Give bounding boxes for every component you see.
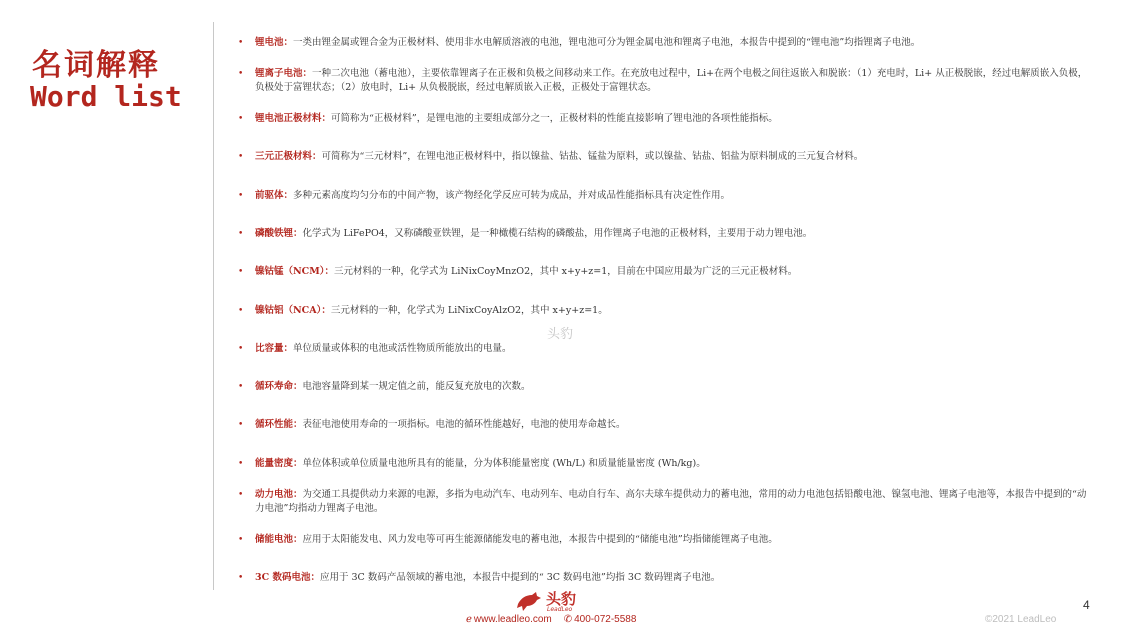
page-title-en: Word list <box>30 80 182 113</box>
bullet-icon: • <box>238 382 244 392</box>
vertical-divider <box>213 22 214 590</box>
website-link[interactable]: www.leadleo.com <box>473 614 552 625</box>
copyright: ©2021 LeadLeo <box>985 614 1057 625</box>
term-name: 前驱体： <box>255 190 294 201</box>
term-definition: 为交通工具提供动力来源的电源，多指为电动汽车、电动列车、电动自行车、高尔夫球车提供动力的蓄电池，常用的动力电池包括铅酸电池、镍氢电池、锂离子电池等，本报告中提到的“动力电池”均指动力锂离子电池。 <box>255 489 1087 514</box>
footer-contacts <box>466 614 636 625</box>
term-name: 镍钴锰（NCM）： <box>255 266 335 277</box>
term-definition: 可简称为“三元材料”，在锂电池正极材料中，指以镍盐、钴盐、锰盐为原料，或以镍盐、钴盐、铝盐为原料制成的三元复合材料。 <box>321 151 864 162</box>
term-definition: 一类由锂金属或锂合金为正极材料、使用非水电解质溶液的电池，锂电池可分为锂金属电池和锂离子电池，本报告中提到的“锂电池”均指锂离子电池。 <box>293 37 921 48</box>
term-item <box>238 457 1088 471</box>
term-definition: 三元材料的一种，化学式为 LiNixCoyMnzO2，其中 x+y+z=1，目前在中国应用最为广泛的三元正极材料。 <box>334 266 798 277</box>
term-name: 三元正极材料： <box>255 151 322 162</box>
term-item <box>238 189 1088 203</box>
bullet-icon: • <box>238 69 244 79</box>
term-name: 磷酸铁锂： <box>255 228 303 239</box>
bullet-icon: • <box>238 490 244 500</box>
bullet-icon: • <box>238 535 244 545</box>
term-definition: 单位体积或单位质量电池所具有的能量，分为体积能量密度 (Wh/L) 和质量能量密度 (Wh/kg)。 <box>302 458 706 469</box>
term-definition: 多种元素高度均匀分布的中间产物，该产物经化学反应可转为成品，并对成品性能指标具有决定性作用。 <box>293 190 731 201</box>
term-name: 储能电池： <box>255 534 303 545</box>
term-name: 循环寿命： <box>255 381 303 392</box>
term-item <box>238 380 1088 394</box>
term-definition: 单位质量或体积的电池或活性物质所能放出的电量。 <box>293 343 512 354</box>
bullet-icon: • <box>238 152 244 162</box>
term-item <box>238 150 1088 164</box>
term-definition: 应用于 3C 数码产品领域的蓄电池，本报告中提到的“ 3C 数码电池”均指 3C 数码锂离子电池。 <box>319 572 721 583</box>
term-name: 镍钴铝（NCA）： <box>255 305 331 316</box>
term-name: 循环性能： <box>255 419 303 430</box>
leopard-logo-icon <box>516 590 542 612</box>
term-name: 3C 数码电池： <box>255 572 320 583</box>
term-item <box>238 304 1088 318</box>
term-item <box>238 488 1088 516</box>
term-definition: 可简称为“正极材料”，是锂电池的主要组成部分之一，正极材料的性能直接影响了锂电池的各项性能指标。 <box>331 113 778 124</box>
term-definition: 一种二次电池（蓄电池），主要依靠锂离子在正极和负极之间移动来工作。在充放电过程中，Li+在两个电极之间往返嵌入和脱嵌：（1）充电时，Li+ 从正极脱嵌，经过电解质嵌入负极，负极处于富锂状态；（2）放电时，Li+ 从负极脱嵌，经过电解质嵌入正极，正极处于富锂状态。 <box>255 68 1088 93</box>
term-item <box>238 418 1088 432</box>
term-name: 锂离子电池： <box>255 68 313 79</box>
watermark: 头豹 <box>547 327 574 342</box>
term-definition: 化学式为 LiFePO4，又称磷酸亚铁锂，是一种橄榄石结构的磷酸盐，用作锂离子电池的正极材料，主要用于动力锂电池。 <box>302 228 813 239</box>
bullet-icon: • <box>238 267 244 277</box>
page-title-cn: 名词解释 <box>32 48 160 83</box>
term-item <box>238 36 1088 50</box>
term-name: 动力电池： <box>255 489 303 500</box>
term-item <box>238 227 1088 241</box>
logo-text-en: LeadLeo <box>547 606 573 613</box>
leadleo-logo <box>516 588 586 616</box>
logo-text-cn: 头豹 <box>546 590 577 608</box>
bullet-icon: • <box>238 420 244 430</box>
term-definition: 应用于太阳能发电、风力发电等可再生能源储能发电的蓄电池，本报告中提到的“储能电池”均指储能锂离子电池。 <box>302 534 778 545</box>
phone-icon: ✆ <box>563 614 573 625</box>
bullet-icon: • <box>238 306 244 316</box>
term-name: 比容量： <box>255 343 294 354</box>
term-definition: 三元材料的一种，化学式为 LiNixCoyAlzO2，其中 x+y+z=1。 <box>330 305 608 316</box>
bullet-icon: • <box>238 344 244 354</box>
term-definition: 表征电池使用寿命的一项指标。电池的循环性能越好，电池的使用寿命越长。 <box>302 419 626 430</box>
term-item <box>238 265 1088 279</box>
bullet-icon: • <box>238 114 244 124</box>
phone-number: 400-072-5588 <box>574 614 637 625</box>
term-item <box>238 67 1088 95</box>
globe-icon: ℯ <box>466 614 472 625</box>
term-name: 锂电池正极材料： <box>255 113 332 124</box>
term-item <box>238 571 1088 585</box>
bullet-icon: • <box>238 38 244 48</box>
term-definition: 电池容量降到某一规定值之前，能反复充放电的次数。 <box>302 381 531 392</box>
bullet-icon: • <box>238 573 244 583</box>
bullet-icon: • <box>238 191 244 201</box>
term-item <box>238 533 1088 547</box>
bullet-icon: • <box>238 459 244 469</box>
term-name: 锂电池： <box>255 37 294 48</box>
page-number: 4 <box>1083 598 1090 612</box>
term-name: 能量密度： <box>255 458 303 469</box>
term-item <box>238 112 1088 126</box>
term-item <box>238 342 1088 356</box>
bullet-icon: • <box>238 229 244 239</box>
